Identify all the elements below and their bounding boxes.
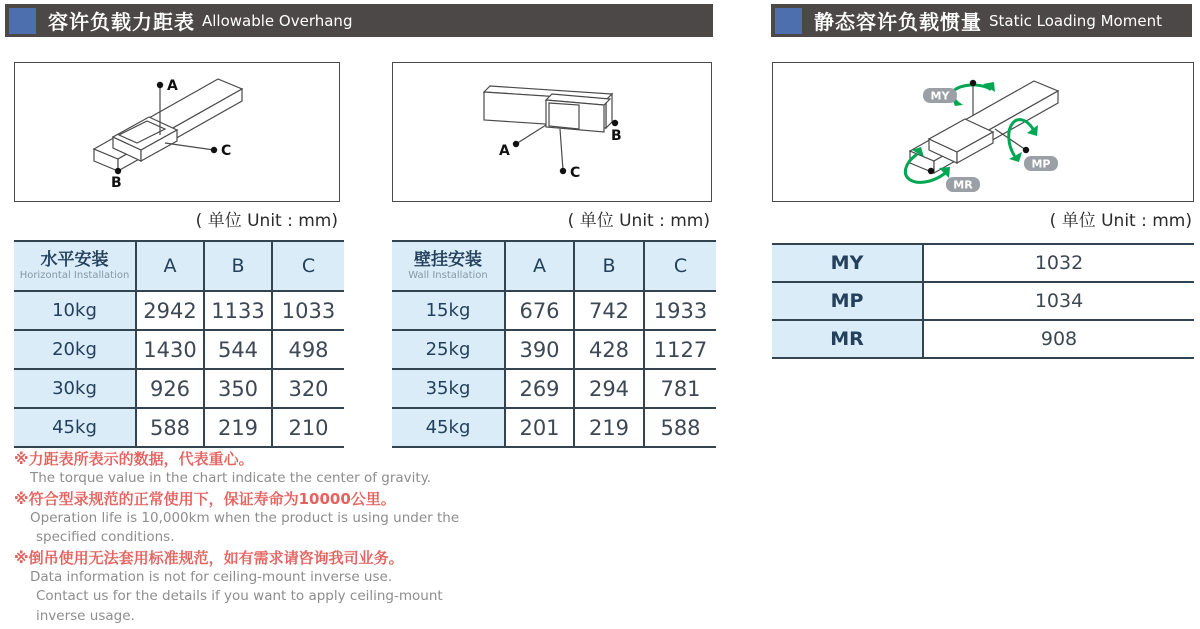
isometric-rail-drawing [15, 63, 339, 201]
mr-badge-label: MR [953, 178, 973, 192]
point-b-dot-icon [612, 120, 618, 126]
point-a-leader-line [516, 125, 546, 144]
column-header-b: B [574, 241, 644, 291]
table-row [392, 291, 716, 330]
load-cell: 45kg [14, 408, 136, 447]
point-c-label: C [570, 165, 581, 181]
mp-arrowhead-icon [1009, 152, 1022, 162]
value-cell: 742 [574, 291, 644, 330]
table-header-row [392, 241, 716, 291]
value-cell: 1127 [644, 330, 716, 369]
value-cell: 781 [644, 369, 716, 408]
point-c-dot-icon [560, 168, 566, 174]
mr-axis-dot-icon [928, 168, 934, 174]
value-cell: 350 [204, 369, 272, 408]
unit-label: ( 单位 Unit : mm) [1049, 211, 1192, 231]
value-cell: 1933 [644, 291, 716, 330]
header-zh: 水平安装 [40, 250, 109, 270]
header-zh: 壁挂安装 [414, 250, 482, 270]
point-b-label: B [611, 128, 622, 144]
wall-installation-diagram [392, 62, 712, 202]
point-c-dot-icon [211, 147, 217, 153]
isometric-rail-drawing [393, 63, 711, 201]
rotation-arrow-mp-icon [1009, 120, 1033, 155]
accent-square-icon [9, 8, 36, 34]
point-c-leader-line [560, 129, 563, 170]
point-c-leader-line [165, 143, 214, 150]
value-cell: 210 [272, 408, 344, 447]
load-cell: 20kg [14, 330, 136, 369]
load-cell: 10kg [14, 291, 136, 330]
value-cell: 498 [272, 330, 344, 369]
slider-plate [549, 103, 579, 129]
note-en: Contact us for the details if you want to apply ceiling-mount [36, 588, 443, 604]
note-en: inverse usage. [36, 607, 135, 624]
value-cell: 320 [272, 369, 344, 408]
table-row [772, 320, 1194, 358]
section-header-allowable-overhang [5, 4, 713, 37]
mp-badge-label: MP [1031, 157, 1051, 171]
note-zh: ※倒吊使用无法套用标准规范，如有需求请咨询我司业务。 [14, 548, 404, 567]
value-cell: 294 [574, 369, 644, 408]
note-zh: ※力距表所表示的数据，代表重心。 [14, 450, 254, 468]
point-a-label: A [499, 143, 510, 159]
column-header-a: A [136, 241, 204, 291]
column-header-c: C [272, 241, 344, 291]
section-title-zh: 静态容许负载惯量 [814, 10, 982, 34]
header-en: Wall Installation [408, 270, 488, 281]
load-cell: 25kg [392, 330, 505, 369]
accent-square-icon [775, 8, 802, 34]
value-cell: 544 [204, 330, 272, 369]
section-header-static-loading-moment [771, 4, 1192, 37]
value-cell: 390 [505, 330, 574, 369]
column-header-b: B [204, 241, 272, 291]
moment-name-cell: MR [772, 320, 923, 358]
value-cell: 219 [574, 408, 644, 447]
point-c-label: C [221, 143, 232, 159]
table-row [14, 369, 344, 408]
table-corner-header [392, 241, 505, 291]
load-cell: 45kg [392, 408, 505, 447]
moment-name-cell: MY [772, 244, 923, 282]
unit-label: ( 单位 Unit : mm) [195, 211, 338, 231]
value-cell: 2942 [136, 291, 204, 330]
unit-label: ( 单位 Unit : mm) [567, 211, 710, 231]
static-moment-diagram [772, 62, 1194, 202]
rotation-arrow-my-icon [952, 85, 990, 101]
table-corner-header [14, 241, 136, 291]
moment-value-cell: 1032 [923, 244, 1194, 282]
point-a-label: A [167, 78, 178, 94]
table-row [772, 244, 1194, 282]
isometric-rail-moment-drawing [773, 63, 1193, 201]
horizontal-installation-diagram [14, 62, 340, 202]
value-cell: 1430 [136, 330, 204, 369]
table-row [392, 369, 716, 408]
table-row [392, 330, 716, 369]
section-title-zh: 容许负载力距表 [48, 10, 195, 34]
value-cell: 219 [204, 408, 272, 447]
value-cell: 1033 [272, 291, 344, 330]
moment-value-cell: 908 [923, 320, 1194, 358]
point-a-dot-icon [157, 82, 163, 88]
mp-axis-dot-icon [1023, 147, 1029, 153]
value-cell: 269 [505, 369, 574, 408]
moment-value-cell: 1034 [923, 282, 1194, 320]
point-a-dot-icon [513, 141, 519, 147]
table-row [14, 408, 344, 447]
note-en: Operation life is 10,000km when the product is using under the [30, 509, 460, 526]
footnotes [14, 449, 534, 626]
point-b-label: B [111, 175, 122, 191]
wall-installation-table [392, 240, 716, 448]
column-header-c: C [644, 241, 716, 291]
my-axis-dot-icon [970, 80, 976, 86]
section-title-en: Allowable Overhang [202, 11, 353, 30]
table-row [392, 408, 716, 447]
table-header-row [14, 241, 344, 291]
value-cell: 428 [574, 330, 644, 369]
load-cell: 35kg [392, 369, 505, 408]
table-row [14, 291, 344, 330]
load-cell: 15kg [392, 291, 505, 330]
note-zh: ※符合型录规范的正常使用下，保证寿命为10000公里。 [14, 489, 396, 508]
static-loading-moment-table [772, 243, 1194, 359]
note-en: specified conditions. [36, 529, 175, 545]
value-cell: 201 [505, 408, 574, 447]
column-header-a: A [505, 241, 574, 291]
value-cell: 926 [136, 369, 204, 408]
load-cell: 30kg [14, 369, 136, 408]
table-row [14, 330, 344, 369]
section-title-en: Static Loading Moment [989, 11, 1162, 30]
value-cell: 1133 [204, 291, 272, 330]
value-cell: 588 [136, 408, 204, 447]
header-en: Horizontal Installation [19, 270, 130, 281]
point-b-dot-icon [115, 168, 121, 174]
note-en: The torque value in the chart indicate the center of gravity. [30, 470, 432, 486]
moment-name-cell: MP [772, 282, 923, 320]
table-row [772, 282, 1194, 320]
value-cell: 676 [505, 291, 574, 330]
note-en: Data information is not for ceiling-mount inverse use. [30, 568, 393, 585]
my-badge-label: MY [930, 89, 950, 103]
value-cell: 588 [644, 408, 716, 447]
horizontal-installation-table [14, 240, 344, 448]
